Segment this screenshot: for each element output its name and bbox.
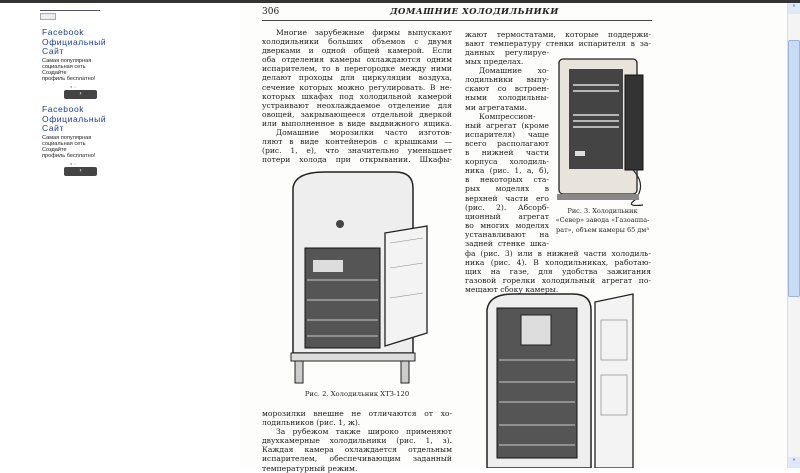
- ad-description-line: профиль бесплатно!: [42, 153, 96, 160]
- facebook-ad[interactable]: [42, 28, 110, 99]
- book-page: [240, 3, 785, 473]
- text-line: дверками и одной общей камерой. Если: [262, 46, 452, 56]
- ad-sidebar: [36, 3, 111, 174]
- text-line: скают со встроен-: [465, 84, 549, 94]
- text-line: сечение которых можно регулировать. В не-: [262, 82, 452, 92]
- text-line: Компрессион-: [479, 111, 536, 121]
- ad-title[interactable]: [42, 28, 110, 57]
- text-line: лодильники выпу-: [465, 75, 549, 85]
- ad-next-button[interactable]: ›: [64, 90, 97, 99]
- ad-description: [42, 58, 110, 83]
- scroll-down-arrow-icon[interactable]: ˅: [788, 457, 800, 468]
- right-column-narrow: [465, 48, 549, 248]
- text-line: (рис. 1, е), что значительно уменьшает: [262, 146, 452, 156]
- ad-pager-dots[interactable]: ● ○: [70, 160, 76, 166]
- text-line: устраивают неохлаждаемое отделение для: [262, 100, 452, 110]
- ad-description-line: Самая популярная: [42, 57, 92, 64]
- ad-title-line[interactable]: Официальный: [42, 113, 107, 124]
- text-line: Домашние хо-: [479, 66, 549, 76]
- left-column-bottom: [262, 409, 452, 473]
- text-line: или выполненное в виде выдвижного ящика.: [262, 118, 452, 128]
- sidebar-small-button[interactable]: [40, 13, 56, 20]
- ad-description-line: Самая популярная: [42, 134, 92, 141]
- text-line: делают проходы для циркуляции воздуха,: [262, 73, 452, 83]
- text-line: в нижней части: [465, 148, 549, 158]
- page-number: 306: [262, 7, 280, 17]
- running-head: ДОМАШНИЕ ХОЛОДИЛЬНИКИ: [390, 7, 559, 17]
- text-line: во многих моделях: [465, 220, 549, 230]
- text-line: верхней части его: [465, 193, 549, 203]
- facebook-ad[interactable]: [42, 105, 110, 176]
- text-line: мых пределах.: [465, 57, 524, 67]
- text-line: щих на газе, для удобства зажигания: [465, 267, 651, 277]
- right-column-bottom: [465, 249, 651, 294]
- ad-description: [42, 135, 110, 160]
- text-line: испарителем, обеспечивающим заданный: [262, 454, 452, 464]
- ad-pager-dots[interactable]: ● ○: [70, 83, 76, 89]
- figure-3-refrigerator-illustration: [555, 55, 655, 210]
- text-line: За рубежом также широко применяют: [276, 427, 452, 437]
- text-line: в некоторых ста-: [465, 175, 549, 185]
- text-line: задней стенке шка-: [465, 238, 549, 248]
- figure-2-caption: Рис. 2. Холодильник ХТЗ-120: [304, 390, 410, 398]
- ad-title-line[interactable]: Facebook: [42, 27, 85, 37]
- figure-3-caption-line: рат», объем камеры 65 дм³: [556, 225, 649, 234]
- text-line: жают термостатами, которые поддержи-: [465, 30, 651, 39]
- ad-title-line[interactable]: Сайт: [42, 46, 65, 56]
- header-rule: [262, 20, 652, 21]
- text-line: температурный режим.: [262, 463, 358, 473]
- scrollbar-thumb[interactable]: [788, 40, 800, 297]
- text-line: фа (рис. 3) или в нижней части холодиль-: [465, 249, 651, 258]
- scroll-up-arrow-icon[interactable]: ˄: [788, 3, 800, 14]
- text-line: испарителя) чаще: [465, 129, 549, 139]
- ad-description-line: профиль бесплатно!: [42, 76, 96, 83]
- figure-4-refrigerator-illustration: [483, 290, 638, 468]
- text-line: Многие зарубежные фирмы выпускают: [276, 28, 452, 37]
- text-line: ный агрегат (кроме: [465, 120, 549, 130]
- ad-next-button[interactable]: ›: [64, 167, 97, 176]
- figure-3-caption-line: «Север» завода «Газоаппа-: [555, 216, 650, 225]
- text-line: ционный агрегат: [465, 211, 549, 221]
- text-line: испарителем, то в перегородке между ними: [262, 64, 452, 74]
- text-line: мещают сбоку камеры.: [465, 285, 559, 295]
- text-line: лодильников (рис. 1, ж).: [262, 418, 361, 428]
- right-column-top: [465, 30, 651, 48]
- text-line: холодильники больших объемов с двумя: [262, 37, 452, 47]
- text-line: морозилки внешне не отличаются от хо-: [262, 409, 452, 418]
- ad-description-line: социальная сеть Создайте: [42, 63, 86, 77]
- text-line: газовой горелки холодильный агрегат по-: [465, 276, 651, 286]
- text-line: рых моделях в: [465, 184, 549, 194]
- text-line: двухкамерные холодильники (рис. 1, з).: [262, 436, 452, 446]
- text-line: данных регулируе-: [465, 48, 549, 57]
- text-line: которых шкафах под холодильной камерой: [262, 91, 452, 101]
- text-line: ми агрегатами.: [465, 102, 527, 112]
- text-line: овощей, закрывающееся отдельной дверкой: [262, 109, 452, 119]
- text-line: всего располагают: [465, 138, 549, 148]
- ad-title-line[interactable]: Официальный: [42, 36, 107, 47]
- text-line: потери холода при открывании. Шкафы-: [262, 155, 452, 165]
- ad-title-line[interactable]: Сайт: [42, 123, 65, 133]
- text-line: ляют в виде контейнеров с крышками —: [262, 137, 452, 147]
- sidebar-link[interactable]: [40, 9, 100, 11]
- ad-description-line: социальная сеть Создайте: [42, 140, 86, 154]
- text-line: Домашние морозилки часто изготов-: [276, 128, 452, 138]
- ad-title-line[interactable]: Facebook: [42, 104, 85, 114]
- text-line: Каждая камера охлаждается отдельным: [262, 445, 452, 455]
- ad-title[interactable]: [42, 105, 110, 134]
- text-line: ника (рис. 4). В холодильниках, работаю-: [465, 258, 651, 268]
- sidebar-header: [36, 3, 111, 25]
- figure-3-caption-line: Рис. 3. Холодильник: [567, 207, 638, 215]
- text-line: устанавливают на: [465, 229, 549, 239]
- left-column-top: [262, 28, 452, 164]
- text-line: (рис. 2). Абсорб-: [465, 202, 549, 212]
- figure-3-caption: [550, 207, 655, 235]
- figure-2-refrigerator-illustration: [285, 168, 435, 386]
- text-line: ными холодильны-: [465, 93, 549, 103]
- text-line: вают температуру стенки испарителя в за-: [465, 39, 651, 49]
- text-line: ника (рис. 1, а, б),: [465, 166, 549, 176]
- text-line: корпуса холодиль-: [465, 157, 549, 167]
- vertical-scrollbar[interactable]: [787, 3, 800, 468]
- text-line: оба отделения камеры охлаждаются одним: [262, 55, 452, 65]
